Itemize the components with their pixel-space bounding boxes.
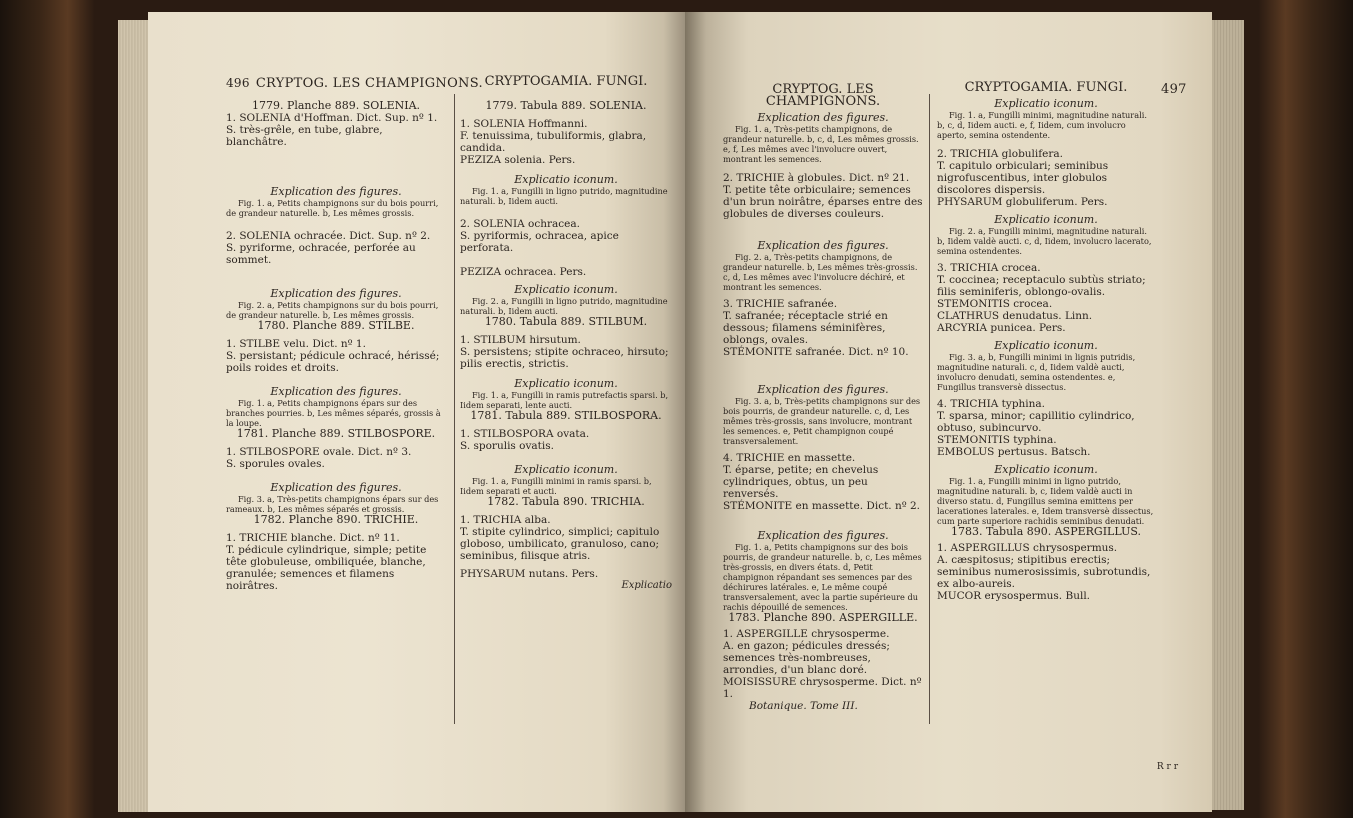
entry-title: 1. ASPERGILLUS chrysospermus. bbox=[937, 542, 1118, 554]
entry-title: 2. SOLENIA ochracea. bbox=[460, 218, 580, 230]
explication-heading: Explication des figures. bbox=[270, 481, 402, 494]
synonym: PEZIZA solenia. Pers. bbox=[460, 154, 576, 166]
entry-title: 2. TRICHIE à globules. Dict. nº 21. bbox=[723, 172, 910, 184]
figure-explication: Fig. 3. a, Très-petits champignons épars sur des rameaux. b, Les mêmes séparés et grossis. bbox=[226, 494, 439, 514]
entry-title: 1. STILBOSPORA ovata. bbox=[460, 428, 590, 440]
entry-description: T. safranée; réceptacle strié en dessous; filamens séminifères, oblongs, ovales. bbox=[723, 310, 888, 346]
figure-explication: Fig. 1. a, Petits champignons épars sur des branches pourries. b, Les mêmes séparés, grossis à la loupe. bbox=[226, 398, 441, 428]
entry-description: T. petite tête orbiculaire; semences d'un brun noirâtre, éparses entre des globules de diverses couleurs. bbox=[723, 184, 923, 220]
entry-title: 2. SOLENIA ochracée. Dict. Sup. nº 2. bbox=[226, 230, 431, 242]
figure-explication: Fig. 1. a, Petits champignons sur des bois pourris, de grandeur naturelle. b, c, Les mêmes très-grossis, en divers états. d, Petit champignon répandant ses semences par des déchirures latérales. e, Le même coupé transversalement, avec la partie supérieure du rachis dépouillé de semences. bbox=[723, 542, 922, 612]
entry-description: T. stipite cylindrico, simplici; capitulo globoso, umbilicato, granuloso, cano; seminibus, filisque atris. bbox=[460, 526, 660, 562]
entry-title: 1. STILBUM hirsutum. bbox=[460, 334, 581, 346]
explication-heading: Explicatio iconum. bbox=[994, 213, 1098, 226]
synonym: STEMONITIS crocea. bbox=[937, 298, 1053, 310]
synonym: PEZIZA ochracea. Pers. bbox=[460, 266, 587, 278]
synonym: ARCYRIA punicea. Pers. bbox=[937, 322, 1066, 334]
entry-title: 1. STILBOSPORE ovale. Dict. nº 3. bbox=[226, 446, 412, 458]
column-rule bbox=[929, 94, 930, 724]
entry-description: S. persistant; pédicule ochracé, hérissé; poils roides et droits. bbox=[226, 350, 440, 374]
left-french-column bbox=[226, 100, 446, 592]
explication-heading: Explicatio iconum. bbox=[514, 463, 618, 476]
explication-heading: Explication des figures. bbox=[270, 185, 402, 198]
figure-explication: Fig. 1. a, Fungilli in ligno putrido, magnitudine naturali. b, Iidem aucti. bbox=[460, 186, 668, 206]
explication-heading: Explication des figures. bbox=[757, 529, 889, 542]
explication-heading: Explicatio iconum. bbox=[514, 377, 618, 390]
plate-heading: 1781. Planche 889. STILBOSPORE. bbox=[236, 427, 436, 440]
entry-description: S. pyriforme, ochracée, perforée au sommet. bbox=[226, 242, 416, 266]
catchword: Explicatio bbox=[621, 580, 672, 591]
entry-title: 4. TRICHIE en massette. bbox=[723, 452, 856, 464]
figure-explication: Fig. 3. a, b, Fungilli minimi in lignis putridis, magnitudine naturali. c, d, Iidem valdè aucti, involucro denudati, semina ostendentes. e, Fungillus transversè dissectus. bbox=[937, 352, 1136, 392]
left-latin-column bbox=[460, 76, 672, 592]
synonym: MUCOR erysospermus. Bull. bbox=[937, 590, 1091, 602]
plate-heading: 1780. Planche 889. STILBE. bbox=[257, 319, 415, 332]
column-rule bbox=[454, 94, 455, 724]
synonym: MOISISSURE chrysosperme. Dict. nº 1. bbox=[723, 676, 922, 700]
entry-title: 1. STILBE velu. Dict. nº 1. bbox=[226, 338, 366, 350]
explication-heading: Explication des figures. bbox=[757, 239, 889, 252]
figure-explication: Fig. 3. a, b, Très-petits champignons sur des bois pourris, de grandeur naturelle. c, d, Les mêmes très-grossis, sans involucre, montrant les semences. e, Petit champignon coupé transversalement. bbox=[723, 396, 921, 446]
explication-heading: Explicatio iconum. bbox=[514, 283, 618, 296]
entry-title: 1. TRICHIA alba. bbox=[460, 514, 551, 526]
synonym: CLATHRUS denudatus. Linn. bbox=[937, 310, 1093, 322]
page-footer: Botanique. Tome III. bbox=[749, 700, 858, 712]
left-page bbox=[148, 12, 685, 812]
explication-heading: Explication des figures. bbox=[270, 385, 402, 398]
plate-heading: 1779. Tabula 889. SOLENIA. bbox=[485, 99, 647, 112]
figure-explication: Fig. 2. a, Fungilli in ligno putrido, magnitudine naturali. b, Iidem aucti. bbox=[460, 296, 668, 316]
left-header-title: CRYPTOG. LES CHAMPIGNONS. bbox=[255, 76, 483, 91]
synonym: STEMONITIS typhina. bbox=[937, 434, 1057, 446]
plate-heading: 1782. Planche 890. TRICHIE. bbox=[253, 513, 419, 526]
page-number-left: 496 bbox=[226, 76, 250, 90]
explication-heading: Explication des figures. bbox=[270, 287, 402, 300]
entry-description: S. sporulis ovatis. bbox=[460, 440, 554, 452]
synonym: STÉMONITE safranée. Dict. nº 10. bbox=[723, 346, 909, 358]
entry-title: 3. TRICHIA crocea. bbox=[937, 262, 1041, 274]
entry-description: T. sparsa, minor; capillitio cylindrico, obtuso, subincurvo. bbox=[937, 410, 1135, 434]
figure-explication: Fig. 1. a, Fungilli in ramis putrefactis sparsi. b, Iidem separati, lente aucti. bbox=[460, 390, 669, 410]
plate-heading: 1780. Tabula 889. STILBUM. bbox=[484, 315, 648, 328]
figure-explication: Fig. 1. a, Fungilli minimi in ligno putrido, magnitudine naturali. b, c, Iidem valdè aucti in diverso statu. d, Fungillus semina emittens per lacerationes laterales. e, Idem transversè dissectus, cum parte superiore rachidis seminibus denudati. bbox=[937, 476, 1154, 526]
entry-description: T. capitulo orbiculari; seminibus nigrofuscentibus, inter globulos discolores dispersis. bbox=[937, 160, 1109, 196]
entry-description: S. sporules ovales. bbox=[226, 458, 325, 470]
entry-description: S. pyriformis, ochracea, apice perforata. bbox=[460, 230, 619, 254]
signature-mark: R r r bbox=[1156, 762, 1178, 772]
entry-title: 3. TRICHIE safranée. bbox=[723, 298, 838, 310]
explication-heading: Explicatio iconum. bbox=[994, 97, 1098, 110]
entry-description: T. coccinea; receptaculo subtùs striato; filis seminiferis, oblongo-ovalis. bbox=[937, 274, 1146, 298]
figure-explication: Fig. 2. a, Fungilli minimi, magnitudine naturali. b, Iidem valdè aucti. c, d, Iidem, involucro lacerato, semina ostendentes. bbox=[937, 226, 1152, 256]
figure-explication: Fig. 1. a, Fungilli minimi in ramis sparsi. b, Iidem separati et aucti. bbox=[460, 476, 652, 496]
right-french-column bbox=[723, 84, 923, 712]
explication-heading: Explicatio iconum. bbox=[514, 173, 618, 186]
entry-description: T. éparse, petite; en chevelus cylindriques, obtus, un peu renversés. bbox=[723, 464, 879, 500]
right-page bbox=[685, 12, 1212, 812]
figure-explication: Fig. 1. a, Petits champignons sur du bois pourri, de grandeur naturelle. b, Les mêmes grossis. bbox=[226, 198, 439, 218]
figure-explication: Fig. 2. a, Petits champignons sur du bois pourri, de grandeur naturelle. b, Les mêmes grossis. bbox=[226, 300, 439, 320]
synonym: PHYSARUM nutans. Pers. bbox=[460, 568, 599, 580]
entry-description: T. pédicule cylindrique, simple; petite tête globuleuse, ombiliquée, blanche, granulée; semences et filamens noirâtres. bbox=[226, 544, 427, 592]
figure-explication: Fig. 2. a, Très-petits champignons, de grandeur naturelle. b, Les mêmes très-grossis. c, d, Les mêmes avec l'involucre déchiré, et montrant les semences. bbox=[723, 252, 918, 292]
right-page-edges bbox=[1210, 20, 1244, 810]
page-number-right: 497 bbox=[1161, 82, 1187, 97]
entry-description: F. tenuissima, tubuliformis, glabra, candida. bbox=[460, 130, 647, 154]
entry-title: 1. SOLENIA Hoffmanni. bbox=[460, 118, 588, 130]
column-header: CRYPTOGAMIA. FUNGI. bbox=[484, 74, 648, 89]
entry-description: A. cæspitosus; stipitibus erectis; seminibus numerosissimis, subrotundis, ex albo-aureis. bbox=[937, 554, 1151, 590]
plate-heading: 1783. Tabula 890. ASPERGILLUS. bbox=[951, 525, 1141, 538]
left-page-edges bbox=[118, 20, 150, 812]
synonym: EMBOLUS pertusus. Batsch. bbox=[937, 446, 1091, 458]
explication-heading: Explication des figures. bbox=[757, 111, 889, 124]
entry-title: 2. TRICHIA globulifera. bbox=[937, 148, 1063, 160]
plate-heading: 1782. Tabula 890. TRICHIA. bbox=[487, 495, 645, 508]
entry-title: 1. TRICHIE blanche. Dict. nº 11. bbox=[226, 532, 400, 544]
figure-explication: Fig. 1. a, Fungilli minimi, magnitudine naturali. b, c, d, Iidem aucti. e, f, Iidem, cum involucro aperto, semina ostendente. bbox=[937, 110, 1147, 140]
plate-heading: 1779. Planche 889. SOLENIA. bbox=[251, 99, 421, 112]
entry-description: S. persistens; stipite ochraceo, hirsuto; pilis erectis, strictis. bbox=[460, 346, 669, 370]
entry-title: 4. TRICHIA typhina. bbox=[937, 398, 1046, 410]
plate-heading: 1783. Planche 890. ASPERGILLE. bbox=[728, 611, 918, 624]
plate-heading: 1781. Tabula 889. STILBOSPORA. bbox=[470, 409, 662, 422]
right-latin-column bbox=[937, 82, 1155, 602]
column-header: CRYPTOG. LES CHAMPIGNONS. bbox=[765, 82, 881, 109]
entry-description: S. très-grêle, en tube, glabre, blanchâtre. bbox=[226, 124, 383, 148]
synonym: STÉMONITE en massette. Dict. nº 2. bbox=[723, 500, 921, 512]
explication-heading: Explicatio iconum. bbox=[994, 463, 1098, 476]
entry-description: A. en gazon; pédicules dressés; semences très-nombreuses, arrondies, d'un blanc doré. bbox=[723, 640, 890, 676]
figure-explication: Fig. 1. a, Très-petits champignons, de grandeur naturelle. b, c, d, Les mêmes grossis. e, f, Les mêmes avec l'involucre ouvert, montrant les semences. bbox=[723, 124, 919, 164]
left-running-head bbox=[226, 76, 483, 91]
entry-title: 1. SOLENIA d'Hoffman. Dict. Sup. nº 1. bbox=[226, 112, 438, 124]
explication-heading: Explicatio iconum. bbox=[994, 339, 1098, 352]
entry-title: 1. ASPERGILLE chrysosperme. bbox=[723, 628, 890, 640]
synonym: PHYSARUM globuliferum. Pers. bbox=[937, 196, 1108, 208]
column-header: CRYPTOGAMIA. FUNGI. bbox=[964, 80, 1128, 95]
explication-heading: Explication des figures. bbox=[757, 383, 889, 396]
